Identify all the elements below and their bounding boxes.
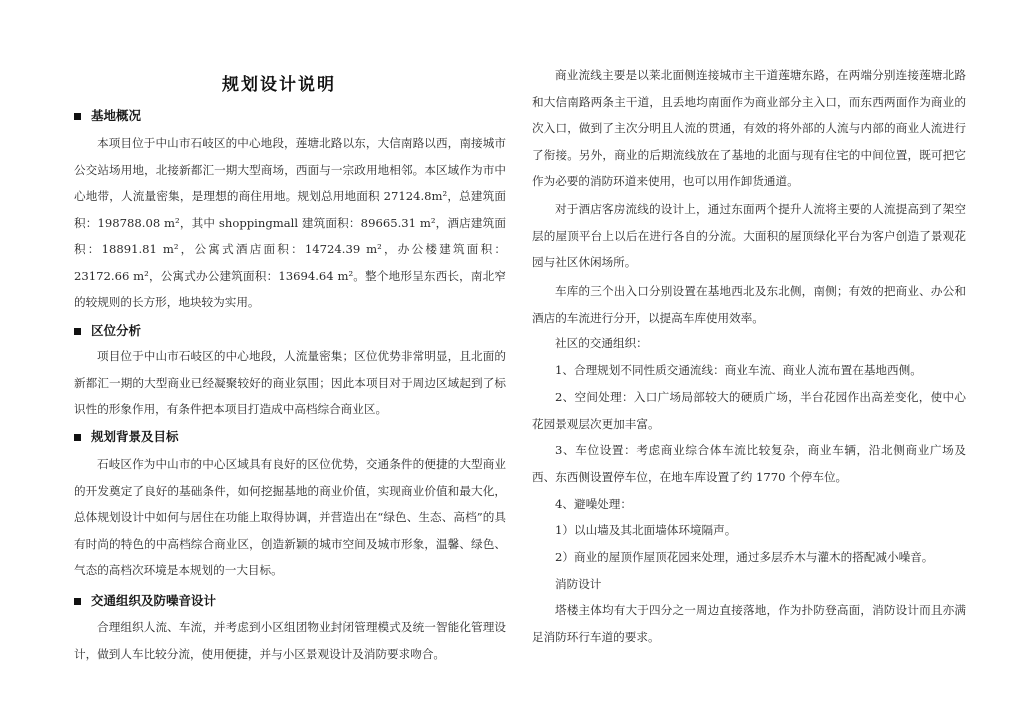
section-heading-site xyxy=(74,105,141,127)
section-heading-text: 规划背景及目标 xyxy=(91,429,179,444)
list-item-noise-roof: 2）商业的屋顶作屋顶花园来处理，通过多层乔木与灌木的搭配减小噪音。 xyxy=(555,550,934,564)
square-bullet-icon xyxy=(74,328,81,335)
page-title: 规划设计说明 xyxy=(222,75,336,95)
paragraph-planning-background: 石岐区作为中山市的中心区域具有良好的区位优势，交通条件的便捷的大型商业的开发奠定了良好的基础条件，如何挖掘基地的商业价值，实现商业价值和最大化，总体规划设计中如何与居住在功能上取得协调，并营造出在“绿色、生态、高档”的具有时尚的特色的中高档综合商业区，创造新颖的城市空间及城市形象，温馨、绿色、气态的高档次环境是本规划的一大目标。 xyxy=(74,457,506,577)
list-item-parking: 3、车位设置：考虑商业综合体车流比较复杂，商业车辆，沿北侧商业广场及西、东西侧设置停车位，在地车库设置了约 1770 个停车位。 xyxy=(532,443,966,484)
section-heading-background xyxy=(74,426,179,448)
paragraph-parking-entrances: 车库的三个出入口分别设置在基地西北及东北侧，南侧；有效的把商业、办公和酒店的车流进行分开，以提高车库使用效率。 xyxy=(532,284,966,325)
list-item-space-treatment: 2、空间处理：入口广场局部较大的硬质广场，半台花园作出高差变化，使中心花园景观层次更加丰富。 xyxy=(532,390,966,431)
paragraph-fire-heading: 消防设计 xyxy=(555,577,602,591)
square-bullet-icon xyxy=(74,598,81,605)
paragraph-community-traffic: 社区的交通组织： xyxy=(555,336,648,350)
list-item-noise-heading: 4、避噪处理： xyxy=(555,497,632,511)
section-heading-text: 交通组织及防噪音设计 xyxy=(91,593,217,608)
paragraph-fire-design: 塔楼主体均有大于四分之一周边直接落地，作为扑防登高面，消防设计而且亦满足消防环行车道的要求。 xyxy=(532,603,966,644)
paragraph-site-overview: 本项目位于中山市石岐区的中心地段，莲塘北路以东，大信南路以西，南接城市公交站场用地，北接新都汇一期大型商场，西面与一宗政用地相邻。本区域作为市中心地带，人流量密集，是理想的商住用地。规划总用地面积 27124.8m²，总建筑面积：198788.08 m²，其中 shoppingmall 建筑面积：89665.31 m²，酒店建筑面积：18891.81 m²，公寓式酒店面积：14724.39 m²，办公楼建筑面积：23172.66 m²，公寓式办公建筑面积：13694.64 m²。整个地形呈东西长，南北窄的较规则的长方形，地块较为实用。 xyxy=(74,136,506,309)
section-heading-text: 区位分析 xyxy=(91,323,142,338)
section-heading-traffic xyxy=(74,590,216,612)
paragraph-traffic-organization: 合理组织人流、车流，并考虑到小区组团物业封闭管理模式及统一智能化管理设计，做到人车比较分流，使用便捷，并与小区景观设计及消防要求吻合。 xyxy=(74,620,506,661)
list-item-traffic-lines: 1、合理规划不同性质交通流线：商业车流、商业人流布置在基地西侧。 xyxy=(555,363,922,377)
paragraph-commercial-flow: 商业流线主要是以莱北面侧连接城市主干道莲塘东路，在两端分别连接莲塘北路和大信南路两条主干道，且丢地均南面作为商业部分主入口，而东西两面作为商业的次入口，做到了主次分明且人流的贯通，有效的将外部的人流与内部的商业人流进行了衔接。另外，商业的后期流线放在了基地的北面与现有住宅的中间位置，既可把它作为必要的消防环道来使用，也可以用作卸货通道。 xyxy=(532,68,966,188)
square-bullet-icon xyxy=(74,113,81,120)
square-bullet-icon xyxy=(74,434,81,441)
paragraph-hotel-flow: 对于酒店客房流线的设计上，通过东面两个提升人流将主要的人流提高到了架空层的屋顶平台上以后在进行各自的分流。大面积的屋顶绿化平台为客户创造了景观花园与社区休闲场所。 xyxy=(532,202,966,269)
section-heading-text: 基地概况 xyxy=(91,108,142,123)
paragraph-location-analysis: 项目位于中山市石岐区的中心地段，人流量密集；区位优势非常明显，且北面的新都汇一期的大型商业已经凝聚较好的商业氛围；因此本项目对于周边区域起到了标识性的形象作用，有条件把本项目打造成中高档综合商业区。 xyxy=(74,349,506,416)
section-heading-location xyxy=(74,320,141,342)
list-item-noise-walls: 1）以山墙及其北面墙体环境隔声。 xyxy=(555,523,737,537)
